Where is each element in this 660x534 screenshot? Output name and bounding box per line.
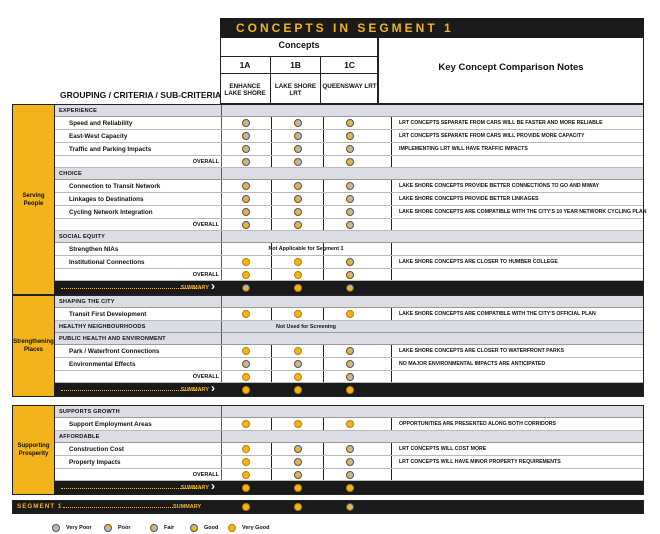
very-good-rating-icon [242,471,250,479]
row-label: Cycling Network Integration [69,208,153,216]
fair-rating-icon [346,458,354,466]
segment-summary-bar [12,500,644,514]
fair-rating-icon [242,132,250,140]
very-good-rating-icon [242,386,250,394]
fair-rating-icon [346,360,354,368]
row-label: Strengthen NIAs [69,245,119,253]
good-rating-icon [346,271,354,279]
chevron-right-icon: › [211,279,215,293]
fair-rating-icon [346,471,354,479]
row-label: EXPERIENCE [59,107,98,114]
row-label: Support Employment Areas [69,420,152,428]
legend-item [52,523,92,533]
good-rating-icon [294,471,302,479]
comparison-note: LAKE SHORE CONCEPTS ARE COMPATIBLE WITH THE CITY'S 10 YEAR NETWORK CYCLING PLAN [399,209,647,215]
very-good-rating-icon [346,310,354,318]
criteria-row [55,243,643,256]
good-rating-icon [242,208,250,216]
row-label: Speed and Reliability [69,119,133,127]
not-used-note: Not Used for Screening [276,323,336,330]
fair-rating-icon [242,360,250,368]
section-header [55,431,643,443]
fair-rating-icon [346,195,354,203]
section-header [55,321,643,333]
very-good-rating-icon [294,284,302,292]
fair-rating-icon [294,360,302,368]
fair-rating-icon [294,132,302,140]
legend-label: Fair [164,525,175,531]
very-good-rating-icon [228,524,236,532]
summary-row [55,383,643,396]
criteria-row [55,358,643,371]
legend-item [190,523,218,533]
row-label: SUMMARY [180,386,209,393]
criteria-row [55,256,643,269]
row-label: PUBLIC HEALTH AND ENVIRONMENT [59,335,166,342]
segment-summary-label: SUMMARY [173,504,202,510]
legend-item [104,523,131,533]
good-rating-icon [294,182,302,190]
good-rating-icon [242,284,250,292]
row-label: CHOICE [59,170,82,177]
group-label: Strengthening Places [13,296,55,396]
very-good-rating-icon [294,503,302,511]
fair-rating-icon [150,524,158,532]
comparison-note: LRT CONCEPTS SEPARATE FROM CARS WILL PROVIDE MORE CAPACITY [399,133,585,139]
chevron-right-icon: › [211,381,215,395]
good-rating-icon [346,258,354,266]
column-name: QUEENSWAY LRT [322,82,377,90]
page-banner: CONCEPTS IN SEGMENT 1 [220,18,644,38]
comparison-note: LAKE SHORE CONCEPTS ARE COMPATIBLE WITH THE CITY'S OFFICIAL PLAN [399,311,596,317]
very-good-rating-icon [242,347,250,355]
very-good-rating-icon [242,503,250,511]
overall-row [55,269,643,281]
legend-label: Poor [118,525,131,531]
section-header [55,333,643,345]
good-rating-icon [346,132,354,140]
very-good-rating-icon [346,386,354,394]
very-good-rating-icon [294,258,302,266]
criteria-row [55,418,643,431]
group-strengthening-places [12,295,644,397]
very-good-rating-icon [242,445,250,453]
row-label: SHAPING THE CITY [59,298,115,305]
group-label: Serving People [13,105,55,294]
column-number: 1A [220,62,270,74]
group-serving-people [12,104,647,295]
overall-row [55,156,643,168]
notes-title: Key Concept Comparison Notes [438,61,584,73]
very-good-rating-icon [242,271,250,279]
fair-rating-icon [242,158,250,166]
legend-label: Very Good [242,525,270,531]
good-rating-icon [294,221,302,229]
good-rating-icon [346,119,354,127]
segment-label: SEGMENT 1 [17,503,63,510]
column-name: LAKE SHORE LRT [274,82,317,97]
very-poor-rating-icon [52,524,60,532]
comparison-note: LAKE SHORE CONCEPTS PROVIDE BETTER LINKAGES [399,196,539,202]
row-label: SUMMARY [180,484,209,491]
row-label: Transit First Development [69,310,147,318]
row-label: Traffic and Parking Impacts [69,145,152,153]
good-rating-icon [294,445,302,453]
row-label: SOCIAL EQUITY [59,233,106,240]
fair-rating-icon [346,373,354,381]
very-good-rating-icon [294,484,302,492]
section-header [55,105,643,117]
row-label: OVERALL [192,221,219,228]
fair-rating-icon [294,145,302,153]
summary-row [55,281,643,294]
good-rating-icon [242,182,250,190]
row-label: Linkages to Destinations [69,195,144,203]
comparison-note: LAKE SHORE CONCEPTS PROVIDE BETTER CONNECTIONS TO GO AND MIWAY [399,183,600,189]
row-label: East-West Capacity [69,132,128,140]
row-label: SUMMARY [180,284,209,291]
legend-label: Very Poor [66,525,92,531]
legend-label: Good [204,525,219,531]
good-rating-icon [346,158,354,166]
comparison-note: LAKE SHORE CONCEPTS ARE CLOSER TO HUMBER COLLEGE [399,259,558,265]
good-rating-icon [346,347,354,355]
comparison-note: IMPLEMENTING LRT WILL HAVE TRAFFIC IMPACTS [399,146,528,152]
very-good-rating-icon [294,310,302,318]
row-label: Environmental Effects [69,360,136,368]
very-good-rating-icon [346,484,354,492]
row-label: HEALTHY NEIGHBOURHOODS [59,323,146,330]
good-rating-icon [346,284,354,292]
fair-rating-icon [294,119,302,127]
very-good-rating-icon [294,386,302,394]
column-header-1b [270,56,320,104]
good-rating-icon [294,208,302,216]
not-applicable-note: Not Applicable for Segment 1 [268,246,344,252]
comparison-note: LRT CONCEPTS WILL COST MORE [399,446,487,452]
column-name: ENHANCE LAKE SHORE [224,82,266,97]
good-rating-icon [294,458,302,466]
very-good-rating-icon [242,484,250,492]
criteria-row [55,143,643,156]
fair-rating-icon [242,145,250,153]
row-label: Institutional Connections [69,258,145,266]
criteria-row [55,443,643,456]
row-label: Property Impacts [69,458,121,466]
row-label: Connection to Transit Network [69,182,161,190]
fair-rating-icon [242,119,250,127]
notes-header [378,38,644,104]
row-label: Construction Cost [69,445,124,453]
criteria-row [55,180,643,193]
comparison-note: LRT CONCEPTS WILL HAVE MINOR PROPERTY REQUIREMENTS [399,459,561,465]
row-label: OVERALL [192,158,219,165]
row-label: OVERALL [192,373,219,380]
very-good-rating-icon [242,420,250,428]
column-number: 1B [271,62,320,74]
row-label: OVERALL [192,471,219,478]
criteria-row [55,206,647,219]
overall-row [55,219,643,231]
criteria-row [55,130,643,143]
column-header-1a [220,56,270,104]
group-label: Supporting Prosperity [13,406,55,494]
column-header-1c [320,56,378,104]
section-header [55,231,643,243]
very-good-rating-icon [294,373,302,381]
group-supporting-prosperity [12,405,644,495]
row-label: AFFORDABLE [59,433,100,440]
overall-row [55,469,643,481]
legend-item [228,523,270,533]
legend-item [150,523,174,533]
criteria-row [55,193,643,206]
criteria-row [55,308,643,321]
very-good-rating-icon [242,373,250,381]
chevron-right-icon: › [211,479,215,493]
section-header [55,406,643,418]
criteria-title: GROUPING / CRITERIA / SUB-CRITERIA [60,90,222,100]
section-header [55,296,643,308]
row-label: Park / Waterfront Connections [69,347,160,355]
very-good-rating-icon [242,258,250,266]
fair-rating-icon [294,158,302,166]
concepts-label: Concepts [278,40,320,50]
poor-rating-icon [104,524,112,532]
very-good-rating-icon [294,271,302,279]
very-good-rating-icon [346,420,354,428]
section-header [55,168,643,180]
good-rating-icon [294,195,302,203]
very-good-rating-icon [242,458,250,466]
criteria-row [55,345,643,358]
very-good-rating-icon [294,420,302,428]
very-good-rating-icon [242,310,250,318]
comparison-note: NO MAJOR ENVIRONMENTAL IMPACTS ARE ANTICIPATED [399,361,546,367]
fair-rating-icon [346,145,354,153]
comparison-note: OPPORTUNITIES ARE PRESENTED ALONG BOTH CORRIDORS [399,421,556,427]
good-rating-icon [242,221,250,229]
criteria-row [55,456,643,469]
comparison-note: LAKE SHORE CONCEPTS ARE CLOSER TO WATERFRONT PARKS [399,348,564,354]
row-label: OVERALL [192,271,219,278]
good-rating-icon [190,524,198,532]
good-rating-icon [242,195,250,203]
fair-rating-icon [346,182,354,190]
fair-rating-icon [346,221,354,229]
fair-rating-icon [346,445,354,453]
overall-row [55,371,643,383]
very-good-rating-icon [294,347,302,355]
comparison-note: LRT CONCEPTS SEPARATE FROM CARS WILL BE FASTER AND MORE RELIABLE [399,120,603,126]
row-label: SUPPORTS GROWTH [59,408,120,415]
criteria-row [55,117,643,130]
fair-rating-icon [346,208,354,216]
good-rating-icon [346,503,354,511]
summary-row [55,481,643,494]
column-number: 1C [321,62,378,74]
